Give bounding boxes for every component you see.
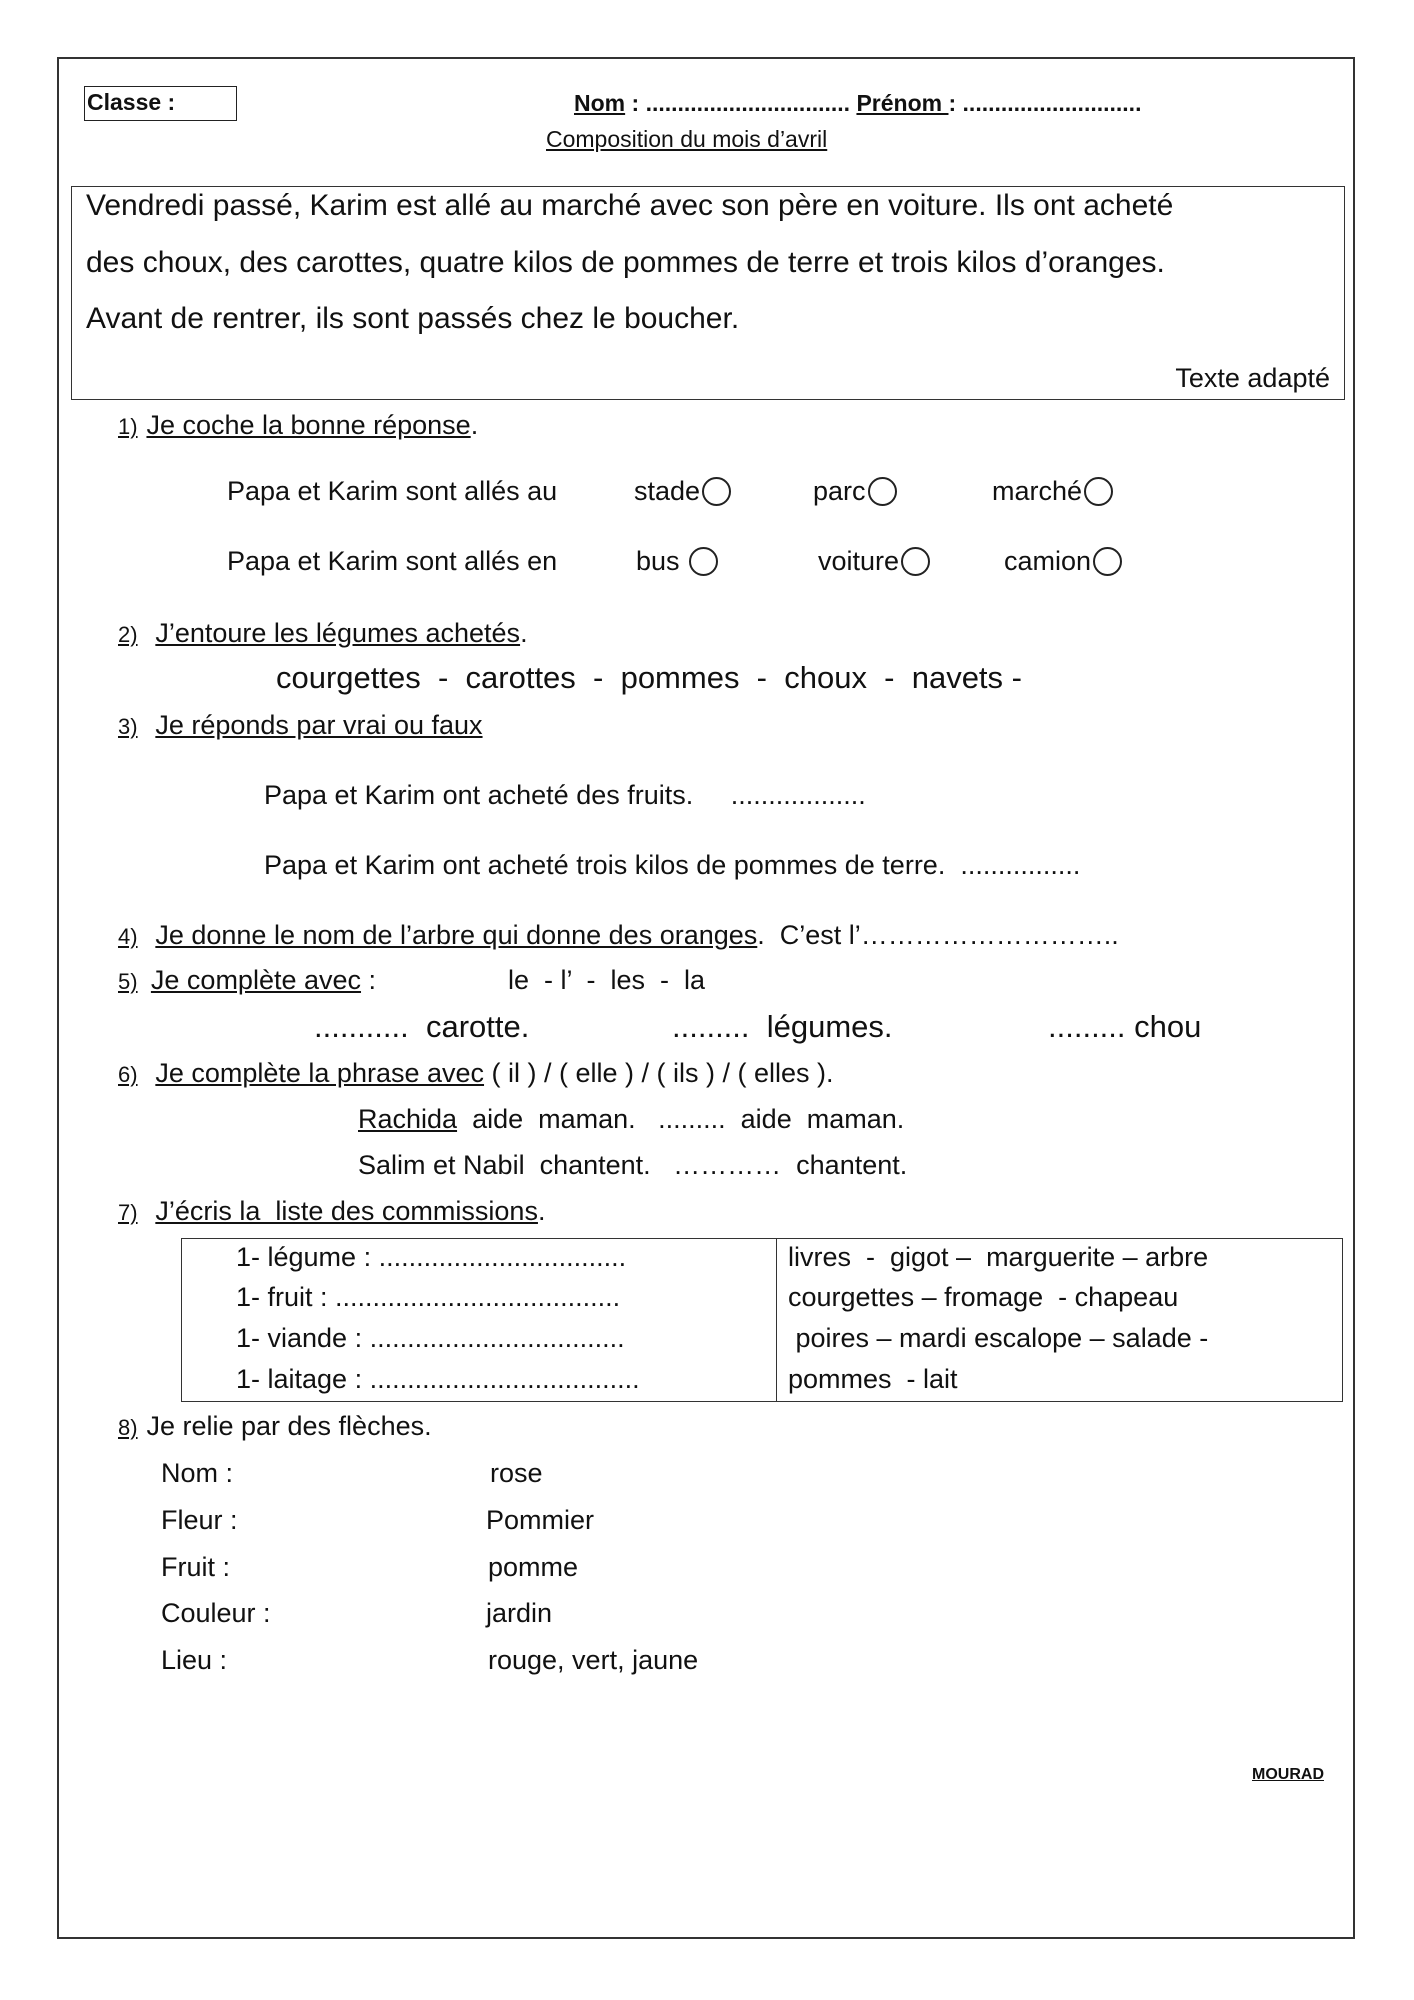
table-right-cell-1: livres - gigot – marguerite – arbre (788, 1242, 1209, 1272)
q6-sentence-2[interactable]: Salim et Nabil chantent. ………… chantent. (358, 1150, 908, 1180)
radio-circle-icon[interactable] (868, 477, 897, 506)
prenom-dots[interactable]: : ............................ (948, 90, 1142, 116)
q5-heading (118, 965, 376, 996)
q3-heading (118, 710, 483, 741)
classe-field[interactable] (84, 86, 237, 121)
q1-option-voiture[interactable] (818, 546, 930, 577)
q2-heading: 2) J’entoure les légumes achetés. (118, 618, 528, 648)
q1-prompt-1: Papa et Karim sont allés au (227, 476, 558, 506)
q1-option-bus[interactable] (636, 546, 718, 577)
q5-colon: : (361, 965, 377, 995)
q1-prompt-2: Papa et Karim sont allés en (227, 546, 558, 576)
q6-title: Je complète la phrase avec (155, 1058, 485, 1088)
table-left-cell-1[interactable]: 1- légume : ................................. (236, 1242, 627, 1272)
q6-sentence-1-rest: aide maman. ......... aide maman. (457, 1104, 905, 1134)
q1-option-marche[interactable] (992, 476, 1113, 507)
q8-right-2[interactable]: Pommier (486, 1505, 595, 1535)
text-line-2: des choux, des carottes, quatre kilos de pommes de terre et trois kilos d’oranges. (86, 246, 1165, 279)
q8-number: 8) (118, 1415, 138, 1440)
q4-heading (118, 920, 1119, 951)
q8-left-5[interactable]: Lieu : (161, 1645, 228, 1675)
nom-dots[interactable]: : ................................ (625, 90, 851, 116)
q7-number: 7) (118, 1200, 138, 1225)
q3-title: Je réponds par vrai ou faux (155, 710, 483, 740)
q8-left-1[interactable]: Nom : (161, 1458, 234, 1488)
name-line (574, 90, 1141, 117)
q8-title: Je relie par des flèches. (146, 1411, 432, 1441)
q1-number: 1) (118, 414, 138, 439)
table-right-cell-3: poires – mardi escalope – salade - (788, 1323, 1209, 1353)
classe-label: Classe : (87, 89, 176, 115)
q8-heading (118, 1411, 432, 1442)
q6-name: Rachida (358, 1104, 458, 1134)
table-right-cell-2: courgettes – fromage - chapeau (788, 1282, 1179, 1312)
radio-circle-icon[interactable] (1093, 547, 1122, 576)
q1-option-label: voiture (818, 546, 900, 576)
q1-option-label: camion (1004, 546, 1092, 576)
q5-number: 5) (118, 969, 138, 994)
q5-choices: le - l’ - les - la (508, 965, 706, 995)
q2-title: J’entoure les légumes achetés (155, 618, 521, 648)
q3-statement-2[interactable]: Papa et Karim ont acheté trois kilos de pommes de terre. ................ (264, 850, 1081, 880)
q7-heading: 7) J’écris la liste des commissions. (118, 1196, 546, 1226)
q3-statement-1[interactable]: Papa et Karim ont acheté des fruits. .................. (264, 780, 866, 810)
q2-word-list[interactable]: courgettes - carottes - pommes - choux - navets - (276, 660, 1022, 695)
q4-number: 4) (118, 924, 138, 949)
table-left-cell-2[interactable]: 1- fruit : ...................................... (236, 1282, 621, 1312)
q1-option-label: bus (636, 546, 680, 576)
q7-title: J’écris la liste des commissions (155, 1196, 538, 1226)
q8-right-1[interactable]: rose (490, 1458, 543, 1488)
q6-heading (118, 1058, 834, 1089)
q2-number: 2) (118, 622, 138, 647)
radio-circle-icon[interactable] (702, 477, 731, 506)
table-left-cell-4[interactable]: 1- laitage : .................................... (236, 1364, 640, 1394)
nom-label: Nom (574, 90, 626, 116)
reading-text-box (71, 186, 1345, 400)
radio-circle-icon[interactable] (901, 547, 930, 576)
table-right-cell-4: pommes - lait (788, 1364, 958, 1394)
table-left-cell-3[interactable]: 1- viande : .................................. (236, 1323, 625, 1353)
q3-number: 3) (118, 714, 138, 739)
q5-item-3[interactable]: ......... chou (1048, 1009, 1202, 1044)
text-source: Texte adapté (1175, 363, 1330, 393)
q8-left-2[interactable]: Fleur : (161, 1505, 238, 1535)
table-divider (776, 1238, 777, 1402)
q4-title: Je donne le nom de l’arbre qui donne des oranges (155, 920, 758, 950)
q5-item-1[interactable]: ........... carotte. (314, 1009, 530, 1044)
radio-circle-icon[interactable] (1084, 477, 1113, 506)
q1-option-label: marché (992, 476, 1083, 506)
q6-choices: ( il ) / ( elle ) / ( ils ) / ( elles ). (484, 1058, 834, 1088)
q1-option-stade[interactable] (634, 476, 731, 507)
q8-right-5[interactable]: rouge, vert, jaune (488, 1645, 699, 1675)
q1-option-parc[interactable] (813, 476, 897, 507)
q5-item-2[interactable]: ......... légumes. (672, 1009, 893, 1044)
author-signature: MOURAD (1252, 1766, 1324, 1783)
q8-right-4[interactable]: jardin (486, 1598, 553, 1628)
q1-option-label: parc (813, 476, 866, 506)
q1-heading: 1) Je coche la bonne réponse. (118, 410, 479, 440)
subtitle: Composition du mois d’avril (546, 126, 828, 152)
q1-title: Je coche la bonne réponse (146, 410, 471, 440)
q5-title: Je complète avec (150, 965, 362, 995)
q8-left-3[interactable]: Fruit : (161, 1552, 231, 1582)
q6-sentence-1[interactable] (358, 1104, 904, 1135)
text-line-3: Avant de rentrer, ils sont passés chez le boucher. (86, 302, 740, 335)
q4-answer-line[interactable]: . C’est l’……………………….. (757, 920, 1119, 950)
q1-option-label: stade (634, 476, 701, 506)
q8-left-4[interactable]: Couleur : (161, 1598, 271, 1628)
q1-option-camion[interactable] (1004, 546, 1122, 577)
prenom-label: Prénom (856, 90, 949, 116)
radio-circle-icon[interactable] (689, 547, 718, 576)
text-line-1: Vendredi passé, Karim est allé au marché avec son père en voiture. Ils ont acheté (86, 189, 1174, 222)
q8-right-3[interactable]: pomme (488, 1552, 579, 1582)
q6-number: 6) (118, 1062, 138, 1087)
